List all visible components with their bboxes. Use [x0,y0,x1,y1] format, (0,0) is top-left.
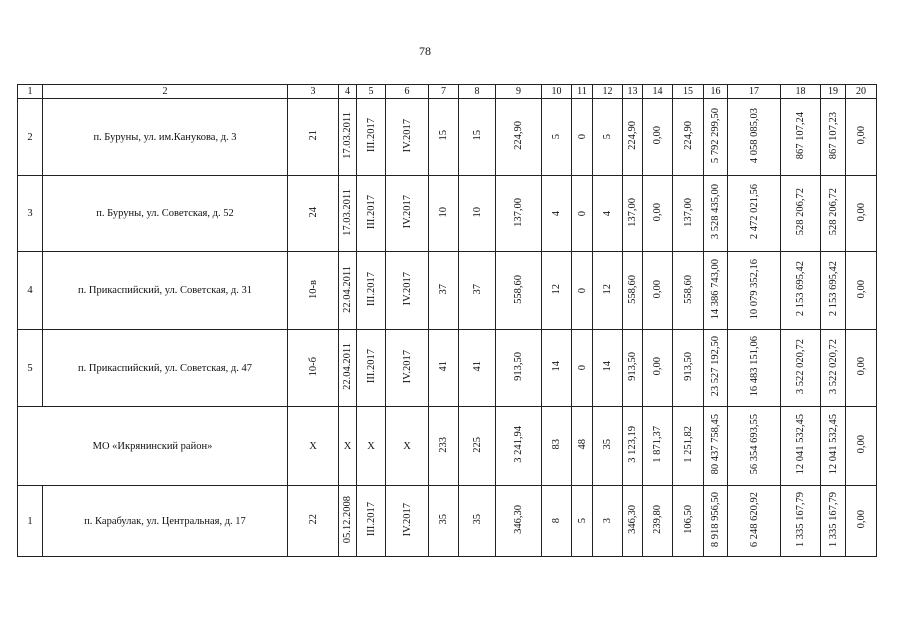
cell-col3: 22 [288,486,339,557]
cell-col11: 0 [572,330,593,407]
municipality-label: МО «Икрянинский район» [18,407,288,486]
cell-col10: 12 [542,252,572,330]
cell-col5: III.2017 [357,486,386,557]
cell-col20: 0,00 [846,176,877,252]
cell-col16: 8 918 956,50 [704,486,728,557]
cell-col17: 4 058 085,03 [728,99,781,176]
address-cell: п. Буруны, ул. им.Канукова, д. 3 [43,99,288,176]
address-cell: п. Карабулак, ул. Центральная, д. 17 [43,486,288,557]
header-cell: 17 [728,85,781,99]
cell-col6: IV.2017 [386,252,429,330]
cell-col18: 1 335 167,79 [781,486,821,557]
cell-col9: 3 241,94 [496,407,542,486]
cell-col18: 528 206,72 [781,176,821,252]
table-row [18,176,877,252]
header-cell: 3 [288,85,339,99]
table-row [18,252,877,330]
header-cell: 16 [704,85,728,99]
summary-row [18,407,877,486]
cell-col14: 0,00 [643,176,673,252]
cell-col20: 0,00 [846,486,877,557]
cell-col6: IV.2017 [386,330,429,407]
header-cell: 2 [43,85,288,99]
cell-col4: 05.12.2008 [339,486,357,557]
address-cell: п. Прикаспийский, ул. Советская, д. 31 [43,252,288,330]
cell-col10: 83 [542,407,572,486]
cell-col18: 867 107,24 [781,99,821,176]
cell-col8: 225 [459,407,496,486]
cell-col4: 17.03.2011 [339,176,357,252]
cell-col9: 137,00 [496,176,542,252]
cell-col16: 5 792 299,50 [704,99,728,176]
cell-col5: III.2017 [357,99,386,176]
header-cell: 7 [429,85,459,99]
cell-col14: 0,00 [643,330,673,407]
cell-col15: 1 251,82 [673,407,704,486]
cell-col4: Х [339,407,357,486]
header-cell: 13 [623,85,643,99]
cell-col6: IV.2017 [386,486,429,557]
cell-col12: 35 [593,407,623,486]
row-number: 5 [18,330,43,407]
cell-col3: 21 [288,99,339,176]
header-cell: 11 [572,85,593,99]
row-number: 4 [18,252,43,330]
cell-col11: 0 [572,176,593,252]
cell-col3: 24 [288,176,339,252]
cell-col19: 2 153 695,42 [821,252,846,330]
cell-col13: 913,50 [623,330,643,407]
cell-col8: 35 [459,486,496,557]
cell-col20: 0,00 [846,252,877,330]
cell-col16: 14 386 743,00 [704,252,728,330]
table-row [18,486,877,557]
cell-col18: 2 153 695,42 [781,252,821,330]
cell-col5: III.2017 [357,176,386,252]
header-row [18,85,877,99]
header-cell: 15 [673,85,704,99]
cell-col10: 8 [542,486,572,557]
header-cell: 14 [643,85,673,99]
data-table [17,84,877,557]
cell-col17: 10 079 352,16 [728,252,781,330]
cell-col7: 233 [429,407,459,486]
cell-col3: Х [288,407,339,486]
cell-col15: 106,50 [673,486,704,557]
cell-col9: 346,30 [496,486,542,557]
page-number: 78 [419,44,431,58]
cell-col15: 137,00 [673,176,704,252]
cell-col4: 22.04.2011 [339,330,357,407]
cell-col4: 17.03.2011 [339,99,357,176]
cell-col3: 10-б [288,330,339,407]
cell-col8: 10 [459,176,496,252]
cell-col10: 14 [542,330,572,407]
cell-col7: 10 [429,176,459,252]
cell-col8: 37 [459,252,496,330]
cell-col18: 12 041 532,45 [781,407,821,486]
cell-col10: 4 [542,176,572,252]
header-cell: 8 [459,85,496,99]
cell-col5: Х [357,407,386,486]
cell-col16: 80 437 758,45 [704,407,728,486]
cell-col15: 913,50 [673,330,704,407]
header-cell: 20 [846,85,877,99]
cell-col6: IV.2017 [386,176,429,252]
cell-col13: 224,90 [623,99,643,176]
cell-col12: 3 [593,486,623,557]
cell-col11: 0 [572,99,593,176]
header-cell: 6 [386,85,429,99]
header-cell: 18 [781,85,821,99]
cell-col14: 1 871,37 [643,407,673,486]
cell-col3: 10-в [288,252,339,330]
cell-col17: 2 472 021,56 [728,176,781,252]
cell-col15: 224,90 [673,99,704,176]
cell-col12: 4 [593,176,623,252]
cell-col12: 14 [593,330,623,407]
cell-col7: 35 [429,486,459,557]
address-cell: п. Буруны, ул. Советская, д. 52 [43,176,288,252]
cell-col14: 239,80 [643,486,673,557]
cell-col17: 16 483 151,06 [728,330,781,407]
cell-col5: III.2017 [357,252,386,330]
row-number: 1 [18,486,43,557]
cell-col16: 23 527 192,50 [704,330,728,407]
cell-col19: 1 335 167,79 [821,486,846,557]
cell-col16: 3 528 435,00 [704,176,728,252]
cell-col13: 137,00 [623,176,643,252]
cell-col17: 56 354 693,55 [728,407,781,486]
cell-col15: 558,60 [673,252,704,330]
cell-col11: 5 [572,486,593,557]
cell-col9: 913,50 [496,330,542,407]
header-cell: 19 [821,85,846,99]
row-number: 3 [18,176,43,252]
cell-col7: 15 [429,99,459,176]
cell-col14: 0,00 [643,252,673,330]
cell-col10: 5 [542,99,572,176]
row-number: 2 [18,99,43,176]
cell-col19: 3 522 020,72 [821,330,846,407]
cell-col19: 528 206,72 [821,176,846,252]
cell-col18: 3 522 020,72 [781,330,821,407]
cell-col19: 867 107,23 [821,99,846,176]
cell-col4: 22.04.2011 [339,252,357,330]
cell-col8: 41 [459,330,496,407]
cell-col13: 3 123,19 [623,407,643,486]
cell-col14: 0,00 [643,99,673,176]
cell-col5: III.2017 [357,330,386,407]
cell-col7: 37 [429,252,459,330]
cell-col13: 346,30 [623,486,643,557]
cell-col12: 12 [593,252,623,330]
cell-col12: 5 [593,99,623,176]
cell-col7: 41 [429,330,459,407]
cell-col20: 0,00 [846,99,877,176]
cell-col9: 558,60 [496,252,542,330]
cell-col20: 0,00 [846,407,877,486]
address-cell: п. Прикаспийский, ул. Советская, д. 47 [43,330,288,407]
header-cell: 9 [496,85,542,99]
cell-col20: 0,00 [846,330,877,407]
cell-col6: IV.2017 [386,99,429,176]
cell-col11: 48 [572,407,593,486]
cell-col17: 6 248 620,92 [728,486,781,557]
cell-col6: Х [386,407,429,486]
header-cell: 4 [339,85,357,99]
cell-col11: 0 [572,252,593,330]
header-cell: 1 [18,85,43,99]
cell-col13: 558,60 [623,252,643,330]
header-cell: 5 [357,85,386,99]
cell-col8: 15 [459,99,496,176]
header-cell: 10 [542,85,572,99]
table-row [18,330,877,407]
cell-col9: 224,90 [496,99,542,176]
header-cell: 12 [593,85,623,99]
cell-col19: 12 041 532,45 [821,407,846,486]
table-row [18,99,877,176]
